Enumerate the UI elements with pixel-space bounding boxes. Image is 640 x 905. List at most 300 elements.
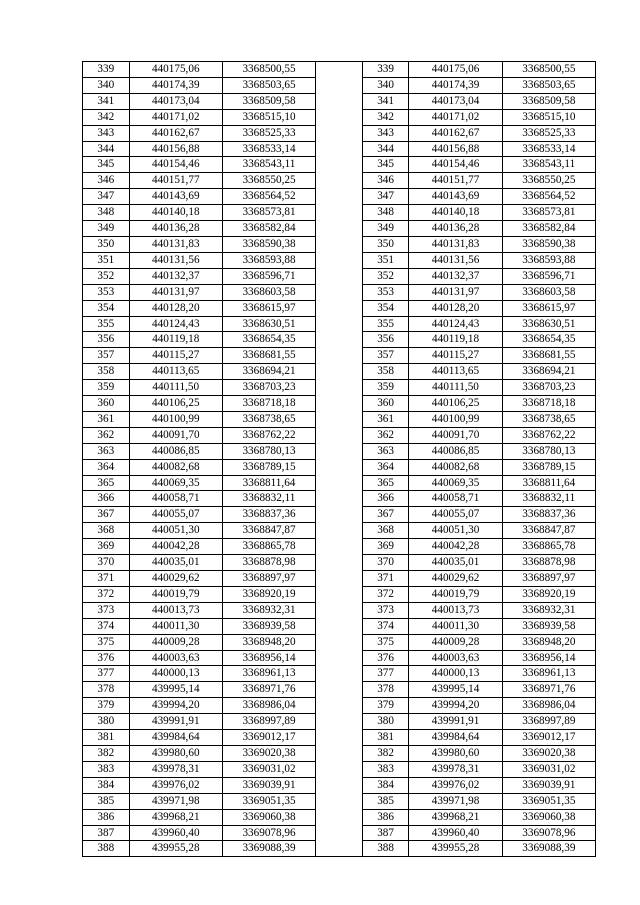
right-point-number-cell: 365 [362,475,409,491]
right-point-number-cell: 343 [362,125,409,141]
table-row [83,62,596,78]
right-point-number-cell: 347 [362,189,409,205]
right-y-coordinate-cell: 3368780,13 [502,443,595,459]
right-y-coordinate-cell: 3368573,81 [502,205,595,221]
left-point-number-cell: 377 [83,666,130,682]
left-x-coordinate-cell: 440082,68 [129,459,222,475]
empty-separator-cell [316,77,363,93]
left-x-coordinate-cell: 440131,97 [129,284,222,300]
left-x-coordinate-cell: 439980,60 [129,745,222,761]
left-x-coordinate-cell: 440136,28 [129,221,222,237]
left-y-coordinate-cell: 3368564,52 [222,189,315,205]
table-row [83,825,596,841]
empty-separator-cell [316,475,363,491]
left-y-coordinate-cell: 3369039,91 [222,777,315,793]
left-point-number-cell: 363 [83,443,130,459]
left-x-coordinate-cell: 440042,28 [129,539,222,555]
table-row [83,141,596,157]
left-y-coordinate-cell: 3368878,98 [222,555,315,571]
left-point-number-cell: 342 [83,109,130,125]
empty-separator-cell [316,571,363,587]
left-point-number-cell: 368 [83,523,130,539]
right-point-number-cell: 373 [362,602,409,618]
empty-separator-cell [316,316,363,332]
left-point-number-cell: 352 [83,268,130,284]
left-y-coordinate-cell: 3368615,97 [222,300,315,316]
right-x-coordinate-cell: 440151,77 [409,173,502,189]
table-row [83,396,596,412]
table-row [83,332,596,348]
right-x-coordinate-cell: 440013,73 [409,602,502,618]
table-row [83,491,596,507]
right-point-number-cell: 381 [362,730,409,746]
left-y-coordinate-cell: 3368681,55 [222,348,315,364]
left-point-number-cell: 350 [83,236,130,252]
right-x-coordinate-cell: 440058,71 [409,491,502,507]
right-x-coordinate-cell: 440106,25 [409,396,502,412]
left-y-coordinate-cell: 3369088,39 [222,841,315,857]
left-x-coordinate-cell: 440051,30 [129,523,222,539]
left-point-number-cell: 366 [83,491,130,507]
right-y-coordinate-cell: 3368789,15 [502,459,595,475]
right-x-coordinate-cell: 440136,28 [409,221,502,237]
right-point-number-cell: 367 [362,507,409,523]
right-x-coordinate-cell: 440091,70 [409,427,502,443]
table-row [83,571,596,587]
right-point-number-cell: 370 [362,555,409,571]
left-point-number-cell: 345 [83,157,130,173]
empty-separator-cell [316,332,363,348]
empty-separator-cell [316,809,363,825]
table-row [83,602,596,618]
right-x-coordinate-cell: 439955,28 [409,841,502,857]
left-x-coordinate-cell: 440055,07 [129,507,222,523]
left-y-coordinate-cell: 3368703,23 [222,380,315,396]
right-point-number-cell: 354 [362,300,409,316]
right-point-number-cell: 382 [362,745,409,761]
right-y-coordinate-cell: 3368582,84 [502,221,595,237]
right-x-coordinate-cell: 440055,07 [409,507,502,523]
right-y-coordinate-cell: 3368837,36 [502,507,595,523]
right-x-coordinate-cell: 440100,99 [409,411,502,427]
right-y-coordinate-cell: 3368515,10 [502,109,595,125]
table-row [83,809,596,825]
left-x-coordinate-cell: 440173,04 [129,93,222,109]
left-y-coordinate-cell: 3368718,18 [222,396,315,412]
right-y-coordinate-cell: 3368961,13 [502,666,595,682]
empty-separator-cell [316,523,363,539]
right-y-coordinate-cell: 3368596,71 [502,268,595,284]
left-y-coordinate-cell: 3368762,22 [222,427,315,443]
left-x-coordinate-cell: 440106,25 [129,396,222,412]
table-row [83,745,596,761]
empty-separator-cell [316,348,363,364]
empty-separator-cell [316,825,363,841]
right-y-coordinate-cell: 3368997,89 [502,714,595,730]
left-x-coordinate-cell: 440091,70 [129,427,222,443]
right-point-number-cell: 372 [362,586,409,602]
left-x-coordinate-cell: 439955,28 [129,841,222,857]
right-point-number-cell: 356 [362,332,409,348]
right-x-coordinate-cell: 440082,68 [409,459,502,475]
left-x-coordinate-cell: 440069,35 [129,475,222,491]
right-point-number-cell: 364 [362,459,409,475]
left-point-number-cell: 341 [83,93,130,109]
right-x-coordinate-cell: 439994,20 [409,698,502,714]
empty-separator-cell [316,189,363,205]
right-y-coordinate-cell: 3368603,58 [502,284,595,300]
right-y-coordinate-cell: 3368832,11 [502,491,595,507]
empty-separator-cell [316,396,363,412]
right-y-coordinate-cell: 3369060,38 [502,809,595,825]
empty-separator-cell [316,761,363,777]
left-y-coordinate-cell: 3368533,14 [222,141,315,157]
right-point-number-cell: 388 [362,841,409,857]
right-point-number-cell: 349 [362,221,409,237]
left-x-coordinate-cell: 440174,39 [129,77,222,93]
right-point-number-cell: 340 [362,77,409,93]
right-y-coordinate-cell: 3368543,11 [502,157,595,173]
empty-separator-cell [316,841,363,857]
left-y-coordinate-cell: 3369060,38 [222,809,315,825]
right-x-coordinate-cell: 440124,43 [409,316,502,332]
right-x-coordinate-cell: 439984,64 [409,730,502,746]
left-y-coordinate-cell: 3368939,58 [222,618,315,634]
right-point-number-cell: 342 [362,109,409,125]
right-point-number-cell: 351 [362,252,409,268]
table-row [83,380,596,396]
table-row [83,411,596,427]
right-y-coordinate-cell: 3368593,88 [502,252,595,268]
empty-separator-cell [316,173,363,189]
left-point-number-cell: 356 [83,332,130,348]
right-y-coordinate-cell: 3368897,97 [502,571,595,587]
right-x-coordinate-cell: 440113,65 [409,364,502,380]
left-y-coordinate-cell: 3368780,13 [222,443,315,459]
empty-separator-cell [316,602,363,618]
right-x-coordinate-cell: 439991,91 [409,714,502,730]
right-y-coordinate-cell: 3369088,39 [502,841,595,857]
empty-separator-cell [316,364,363,380]
empty-separator-cell [316,93,363,109]
right-x-coordinate-cell: 440140,18 [409,205,502,221]
table-row [83,586,596,602]
left-x-coordinate-cell: 440171,02 [129,109,222,125]
right-x-coordinate-cell: 440086,85 [409,443,502,459]
table-row [83,539,596,555]
right-y-coordinate-cell: 3368939,58 [502,618,595,634]
right-y-coordinate-cell: 3368878,98 [502,555,595,571]
left-y-coordinate-cell: 3368503,65 [222,77,315,93]
left-x-coordinate-cell: 440111,50 [129,380,222,396]
left-point-number-cell: 365 [83,475,130,491]
right-point-number-cell: 339 [362,62,409,78]
right-x-coordinate-cell: 440173,04 [409,93,502,109]
right-x-coordinate-cell: 439960,40 [409,825,502,841]
right-point-number-cell: 360 [362,396,409,412]
left-point-number-cell: 353 [83,284,130,300]
table-row [83,666,596,682]
left-y-coordinate-cell: 3368573,81 [222,205,315,221]
left-point-number-cell: 362 [83,427,130,443]
empty-separator-cell [316,714,363,730]
right-y-coordinate-cell: 3369012,17 [502,730,595,746]
right-y-coordinate-cell: 3368550,25 [502,173,595,189]
left-y-coordinate-cell: 3369051,35 [222,793,315,809]
left-y-coordinate-cell: 3368596,71 [222,268,315,284]
left-point-number-cell: 349 [83,221,130,237]
table-row [83,236,596,252]
left-x-coordinate-cell: 440058,71 [129,491,222,507]
right-point-number-cell: 371 [362,571,409,587]
left-y-coordinate-cell: 3369012,17 [222,730,315,746]
left-x-coordinate-cell: 440132,37 [129,268,222,284]
left-point-number-cell: 388 [83,841,130,857]
right-point-number-cell: 353 [362,284,409,300]
left-point-number-cell: 371 [83,571,130,587]
left-x-coordinate-cell: 440151,77 [129,173,222,189]
empty-separator-cell [316,443,363,459]
right-x-coordinate-cell: 440131,56 [409,252,502,268]
table-row [83,459,596,475]
empty-separator-cell [316,777,363,793]
left-y-coordinate-cell: 3368515,10 [222,109,315,125]
table-row [83,284,596,300]
left-point-number-cell: 343 [83,125,130,141]
table-row [83,841,596,857]
right-y-coordinate-cell: 3369078,96 [502,825,595,841]
right-point-number-cell: 355 [362,316,409,332]
right-y-coordinate-cell: 3369020,38 [502,745,595,761]
empty-separator-cell [316,380,363,396]
left-y-coordinate-cell: 3368543,11 [222,157,315,173]
left-y-coordinate-cell: 3368956,14 [222,650,315,666]
left-x-coordinate-cell: 439976,02 [129,777,222,793]
left-y-coordinate-cell: 3368694,21 [222,364,315,380]
right-y-coordinate-cell: 3368509,58 [502,93,595,109]
left-y-coordinate-cell: 3368997,89 [222,714,315,730]
right-x-coordinate-cell: 440132,37 [409,268,502,284]
left-point-number-cell: 379 [83,698,130,714]
right-point-number-cell: 352 [362,268,409,284]
right-point-number-cell: 383 [362,761,409,777]
empty-separator-cell [316,268,363,284]
table-row [83,173,596,189]
right-x-coordinate-cell: 440171,02 [409,109,502,125]
left-point-number-cell: 347 [83,189,130,205]
right-x-coordinate-cell: 440131,97 [409,284,502,300]
left-x-coordinate-cell: 439978,31 [129,761,222,777]
right-x-coordinate-cell: 440131,83 [409,236,502,252]
right-point-number-cell: 387 [362,825,409,841]
table-row [83,650,596,666]
table-row [83,77,596,93]
left-x-coordinate-cell: 439994,20 [129,698,222,714]
right-y-coordinate-cell: 3368694,21 [502,364,595,380]
left-point-number-cell: 383 [83,761,130,777]
left-point-number-cell: 357 [83,348,130,364]
table-row [83,348,596,364]
right-point-number-cell: 374 [362,618,409,634]
right-y-coordinate-cell: 3368920,19 [502,586,595,602]
right-x-coordinate-cell: 440119,18 [409,332,502,348]
table-row [83,316,596,332]
empty-separator-cell [316,205,363,221]
right-point-number-cell: 385 [362,793,409,809]
right-x-coordinate-cell: 439976,02 [409,777,502,793]
left-y-coordinate-cell: 3368738,65 [222,411,315,427]
left-y-coordinate-cell: 3368948,20 [222,634,315,650]
left-x-coordinate-cell: 440124,43 [129,316,222,332]
table-row [83,761,596,777]
left-x-coordinate-cell: 440086,85 [129,443,222,459]
right-y-coordinate-cell: 3368986,04 [502,698,595,714]
right-point-number-cell: 358 [362,364,409,380]
left-x-coordinate-cell: 440019,79 [129,586,222,602]
right-point-number-cell: 376 [362,650,409,666]
table-row [83,109,596,125]
empty-separator-cell [316,650,363,666]
empty-separator-cell [316,730,363,746]
right-x-coordinate-cell: 439995,14 [409,682,502,698]
right-x-coordinate-cell: 440042,28 [409,539,502,555]
right-y-coordinate-cell: 3368762,22 [502,427,595,443]
empty-separator-cell [316,459,363,475]
empty-separator-cell [316,157,363,173]
right-y-coordinate-cell: 3368564,52 [502,189,595,205]
table-row [83,221,596,237]
right-x-coordinate-cell: 440069,35 [409,475,502,491]
left-point-number-cell: 348 [83,205,130,221]
empty-separator-cell [316,427,363,443]
left-point-number-cell: 378 [83,682,130,698]
left-y-coordinate-cell: 3368832,11 [222,491,315,507]
left-x-coordinate-cell: 440003,63 [129,650,222,666]
right-point-number-cell: 359 [362,380,409,396]
empty-separator-cell [316,618,363,634]
left-x-coordinate-cell: 440100,99 [129,411,222,427]
table-row [83,634,596,650]
left-x-coordinate-cell: 440119,18 [129,332,222,348]
left-point-number-cell: 367 [83,507,130,523]
left-x-coordinate-cell: 440140,18 [129,205,222,221]
table-row [83,730,596,746]
right-x-coordinate-cell: 440019,79 [409,586,502,602]
left-y-coordinate-cell: 3369020,38 [222,745,315,761]
left-point-number-cell: 340 [83,77,130,93]
table-row [83,427,596,443]
table-row [83,777,596,793]
left-x-coordinate-cell: 440154,46 [129,157,222,173]
right-x-coordinate-cell: 439980,60 [409,745,502,761]
left-y-coordinate-cell: 3368971,76 [222,682,315,698]
left-point-number-cell: 385 [83,793,130,809]
left-y-coordinate-cell: 3368986,04 [222,698,315,714]
left-x-coordinate-cell: 440131,56 [129,252,222,268]
right-x-coordinate-cell: 440128,20 [409,300,502,316]
left-y-coordinate-cell: 3368509,58 [222,93,315,109]
table-row [83,555,596,571]
table-row [83,714,596,730]
right-y-coordinate-cell: 3369051,35 [502,793,595,809]
right-y-coordinate-cell: 3368847,87 [502,523,595,539]
left-x-coordinate-cell: 440156,88 [129,141,222,157]
empty-separator-cell [316,539,363,555]
right-y-coordinate-cell: 3368590,38 [502,236,595,252]
coordinates-table [82,61,596,857]
right-x-coordinate-cell: 440035,01 [409,555,502,571]
empty-separator-cell [316,793,363,809]
right-y-coordinate-cell: 3368948,20 [502,634,595,650]
empty-separator-cell [316,284,363,300]
left-point-number-cell: 359 [83,380,130,396]
left-point-number-cell: 355 [83,316,130,332]
table-row [83,507,596,523]
empty-separator-cell [316,634,363,650]
right-point-number-cell: 369 [362,539,409,555]
right-x-coordinate-cell: 440115,27 [409,348,502,364]
right-point-number-cell: 366 [362,491,409,507]
table-row [83,364,596,380]
left-x-coordinate-cell: 440113,65 [129,364,222,380]
right-y-coordinate-cell: 3368956,14 [502,650,595,666]
left-point-number-cell: 387 [83,825,130,841]
empty-separator-cell [316,491,363,507]
left-point-number-cell: 384 [83,777,130,793]
empty-separator-cell [316,682,363,698]
left-x-coordinate-cell: 439971,98 [129,793,222,809]
right-point-number-cell: 377 [362,666,409,682]
left-x-coordinate-cell: 440029,62 [129,571,222,587]
right-y-coordinate-cell: 3368681,55 [502,348,595,364]
table-row [83,793,596,809]
left-point-number-cell: 339 [83,62,130,78]
right-y-coordinate-cell: 3368971,76 [502,682,595,698]
left-y-coordinate-cell: 3368865,78 [222,539,315,555]
left-x-coordinate-cell: 439991,91 [129,714,222,730]
right-x-coordinate-cell: 440162,67 [409,125,502,141]
left-x-coordinate-cell: 440115,27 [129,348,222,364]
right-y-coordinate-cell: 3368718,18 [502,396,595,412]
empty-separator-cell [316,141,363,157]
left-point-number-cell: 358 [83,364,130,380]
left-x-coordinate-cell: 440143,69 [129,189,222,205]
right-point-number-cell: 368 [362,523,409,539]
left-point-number-cell: 380 [83,714,130,730]
right-point-number-cell: 344 [362,141,409,157]
left-y-coordinate-cell: 3369078,96 [222,825,315,841]
left-y-coordinate-cell: 3368897,97 [222,571,315,587]
left-point-number-cell: 370 [83,555,130,571]
left-y-coordinate-cell: 3368593,88 [222,252,315,268]
left-y-coordinate-cell: 3368837,36 [222,507,315,523]
left-y-coordinate-cell: 3368920,19 [222,586,315,602]
table-row [83,618,596,634]
right-x-coordinate-cell: 440011,30 [409,618,502,634]
left-y-coordinate-cell: 3369031,02 [222,761,315,777]
table-row [83,523,596,539]
right-y-coordinate-cell: 3368533,14 [502,141,595,157]
left-x-coordinate-cell: 440000,13 [129,666,222,682]
left-point-number-cell: 373 [83,602,130,618]
table-row [83,698,596,714]
right-x-coordinate-cell: 440000,13 [409,666,502,682]
left-point-number-cell: 360 [83,396,130,412]
right-point-number-cell: 386 [362,809,409,825]
table-row [83,125,596,141]
right-point-number-cell: 357 [362,348,409,364]
right-x-coordinate-cell: 440143,69 [409,189,502,205]
